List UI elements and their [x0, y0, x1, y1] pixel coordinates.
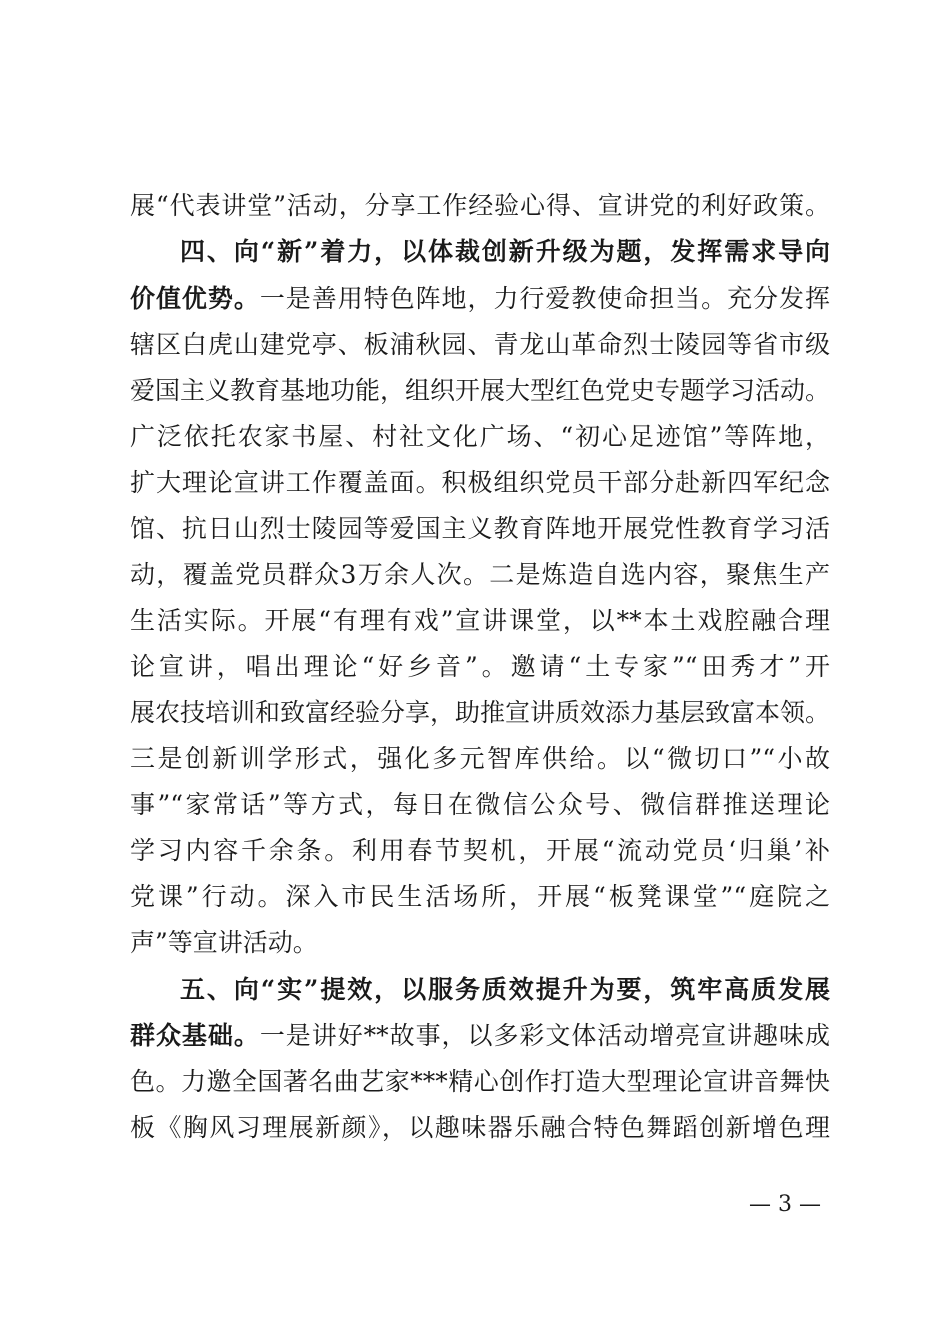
section-heading-five: 五、向“实”提效，以服务质效提升为要，筑牢高质发展 [180, 975, 830, 1004]
paragraph-text: 一是善用特色阵地，力行爱教使命担当。充分发挥 [259, 284, 830, 313]
paragraph-line: 展农技培训和致富经验分享，助推宣讲质效添力基层致富本领。 [130, 698, 830, 727]
paragraph-line: 党课”行动。深入市民生活场所，开展“板凳课堂”“庭院之 [130, 882, 830, 911]
paragraph-line: 学习内容千余条。利用春节契机，开展“流动党员‘归巢’补 [130, 836, 830, 865]
paragraph-line: 扩大理论宣讲工作覆盖面。积极组织党员干部分赴新四军纪念 [130, 468, 830, 497]
heading-continuation: 价值优势。 [130, 284, 260, 313]
paragraph-line: 广泛依托农家书屋、村社文化广场、“初心足迹馆”等阵地， [130, 422, 830, 451]
paragraph-line: 辖区白虎山建党亭、板浦秋园、青龙山革命烈士陵园等省市级 [130, 330, 830, 359]
paragraph-line [130, 1016, 830, 1056]
paragraph-line: 馆、抗日山烈士陵园等爱国主义教育阵地开展党性教育学习活 [130, 514, 830, 543]
paragraph-line: 色。力邀全国著名曲艺家***精心创作打造大型理论宣讲音舞快 [130, 1067, 830, 1096]
section-heading-four: 四、向“新”着力，以体裁创新升级为题，发挥需求导向 [180, 237, 830, 266]
paragraph-text: 一是讲好**故事，以多彩文体活动增亮宣讲趣味成 [259, 1021, 830, 1050]
heading-continuation: 群众基础。 [130, 1021, 260, 1050]
paragraph-line: 动，覆盖党员群众3万余人次。二是炼造自选内容，聚焦生产 [130, 560, 830, 589]
page-number: — 3 — [749, 1192, 821, 1217]
paragraph-line [130, 279, 830, 319]
paragraph-line: 板《胸风习理展新颜》，以趣味器乐融合特色舞蹈创新增色理 [130, 1113, 830, 1142]
paragraph-line: 事”“家常话”等方式，每日在微信公众号、微信群推送理论 [130, 790, 830, 819]
paragraph-line: 论宣讲，唱出理论“好乡音”。邀请“土专家”“田秀才”开 [130, 652, 830, 681]
paragraph-line: 爱国主义教育基地功能，组织开展大型红色党史专题学习活动。 [130, 376, 830, 405]
paragraph-line: 声”等宣讲活动。 [130, 928, 318, 957]
paragraph-line: 生活实际。开展“有理有戏”宣讲课堂，以**本土戏腔融合理 [130, 606, 830, 635]
paragraph-line: 展“代表讲堂”活动，分享工作经验心得、宣讲党的利好政策。 [130, 191, 830, 220]
paragraph-line: 三是创新训学形式，强化多元智库供给。以“微切口”“小故 [130, 744, 830, 773]
